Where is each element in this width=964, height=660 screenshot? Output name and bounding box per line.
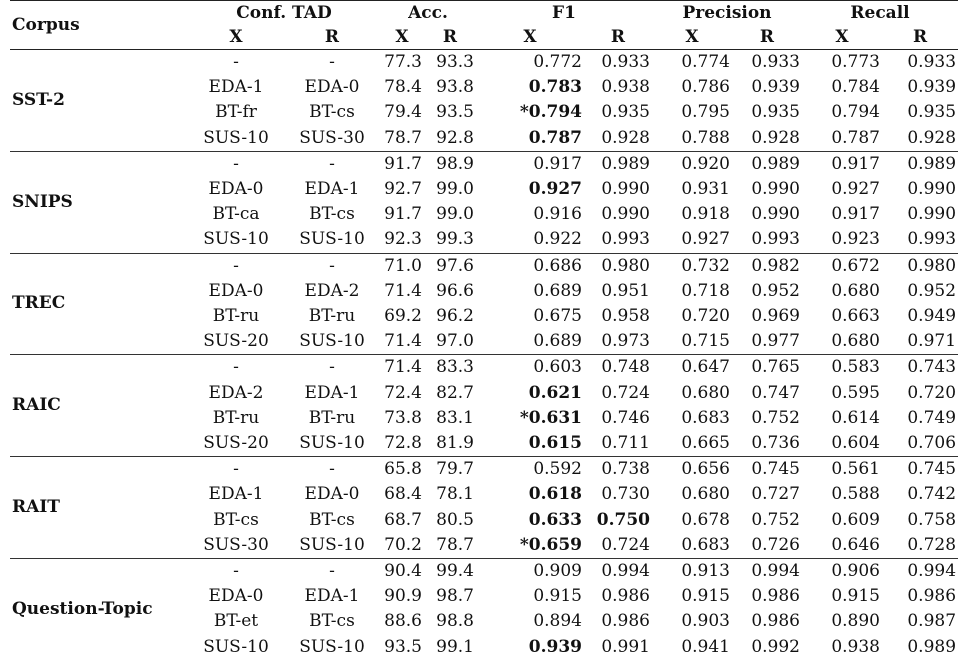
recall-x-header: X	[835, 27, 849, 47]
precision-r-cell: 0.765	[732, 355, 802, 381]
acc-r-cell: 99.4	[424, 559, 476, 585]
precision-r-cell: 0.736	[751, 433, 800, 454]
f1-x-cell: 0.689	[533, 280, 582, 301]
f1-r-cell: 0.746	[601, 407, 650, 428]
f1-r-cell: 0.958	[601, 306, 650, 327]
conf-r-cell: EDA-1	[304, 586, 360, 607]
precision-x-cell: 0.680	[681, 382, 730, 403]
acc-x-cell: 68.4	[384, 484, 422, 505]
recall-r-cell: 0.990	[907, 179, 957, 200]
recall-r-cell: 0.989	[882, 151, 958, 177]
precision-x-cell: 0.786	[681, 77, 730, 98]
recall-r-cell: 0.706	[907, 433, 957, 454]
f1-x-cell: *0.794	[519, 102, 582, 123]
conf-x-cell: BT-ru	[212, 306, 260, 327]
f1-x-cell: 0.915	[533, 586, 582, 607]
f1-r-cell: 0.980	[584, 253, 652, 279]
precision-r-cell: 0.935	[751, 102, 800, 123]
precision-x-header: X	[685, 27, 699, 47]
precision-x-cell: 0.683	[681, 407, 730, 428]
precision-r-cell: 0.726	[751, 534, 800, 555]
acc-x-cell: 92.7	[384, 179, 422, 200]
precision-x-cell: 0.680	[681, 484, 730, 505]
recall-x-cell: 0.906	[802, 559, 882, 585]
precision-r-cell: 0.969	[751, 306, 800, 327]
acc-r-cell: 93.5	[436, 102, 474, 123]
recall-x-cell: 0.646	[831, 534, 880, 555]
precision-header: Precision	[682, 3, 772, 23]
recall-x-cell: 0.680	[831, 331, 880, 352]
recall-r-cell: 0.971	[907, 331, 957, 352]
conf-x-cell: BT-cs	[213, 509, 259, 530]
f1-r-cell: 0.724	[601, 382, 650, 403]
conf-r-cell: SUS-10	[299, 534, 365, 555]
precision-x-cell: 0.903	[681, 611, 730, 632]
f1-x-cell: 0.592	[476, 457, 584, 483]
acc-x-cell: 68.7	[384, 509, 422, 530]
conf-r-cell: -	[284, 457, 380, 483]
recall-x-cell: 0.938	[831, 636, 880, 657]
conf-r-cell: BT-cs	[309, 102, 355, 123]
acc-r-cell: 98.7	[436, 586, 474, 607]
f1-header: F1	[552, 3, 576, 23]
conf-x-cell: -	[188, 355, 284, 381]
f1-r-cell: 0.928	[601, 127, 650, 148]
table-row	[10, 151, 958, 177]
recall-r-cell: 0.935	[907, 102, 957, 123]
recall-x-cell: 0.588	[831, 484, 880, 505]
conf-x-cell: -	[188, 151, 284, 177]
precision-x-cell: 0.718	[681, 280, 730, 301]
f1-r-cell: 0.994	[584, 559, 652, 585]
recall-r-cell: 0.980	[882, 253, 958, 279]
precision-x-cell: 0.665	[681, 433, 730, 454]
f1-r-cell: 0.738	[584, 457, 652, 483]
f1-r-cell: 0.993	[601, 229, 650, 250]
f1-x-cell: 0.922	[533, 229, 582, 250]
acc-r-cell: 83.3	[424, 355, 476, 381]
conf-r-cell: EDA-1	[304, 382, 360, 403]
recall-r-cell: 0.749	[907, 407, 957, 428]
recall-r-cell: 0.994	[882, 559, 958, 585]
conf-r-cell: -	[284, 151, 380, 177]
conf-x-header: X	[229, 27, 243, 47]
acc-r-cell: 93.8	[436, 77, 474, 98]
acc-header: Acc.	[408, 3, 448, 23]
f1-x-cell: 0.916	[533, 204, 582, 225]
precision-r-cell: 0.727	[751, 484, 800, 505]
precision-r-cell: 0.752	[751, 407, 800, 428]
conf-tad-header: Conf. TAD	[236, 3, 332, 23]
precision-x-cell: 0.732	[652, 253, 732, 279]
conf-x-cell: BT-ca	[212, 204, 260, 225]
conf-x-cell: EDA-0	[208, 179, 264, 200]
conf-r-cell: -	[284, 355, 380, 381]
acc-r-cell: 96.2	[436, 306, 474, 327]
precision-r-cell: 0.993	[751, 229, 800, 250]
f1-x-cell: *0.631	[519, 407, 582, 428]
conf-x-cell: SUS-10	[203, 229, 269, 250]
recall-x-cell: 0.609	[831, 509, 880, 530]
precision-x-cell: 0.931	[681, 179, 730, 200]
acc-r-cell: 99.1	[436, 636, 474, 657]
f1-x-header: X	[523, 27, 537, 47]
acc-x-cell: 93.5	[384, 636, 422, 657]
acc-r-header: R	[442, 27, 458, 47]
conf-x-cell: -	[188, 559, 284, 585]
f1-r-cell: 0.935	[601, 102, 650, 123]
precision-x-cell: 0.774	[681, 52, 730, 72]
f1-r-cell: 0.933	[601, 52, 650, 72]
acc-x-cell: 78.4	[384, 77, 422, 98]
f1-r-cell: 0.724	[601, 534, 650, 555]
recall-header: Recall	[850, 3, 910, 23]
acc-x-cell: 72.4	[384, 382, 422, 403]
recall-r-cell: 0.933	[907, 52, 957, 72]
f1-x-cell: 0.621	[528, 382, 582, 403]
conf-x-cell: SUS-20	[203, 433, 269, 454]
recall-x-cell: 0.794	[831, 102, 880, 123]
precision-r-cell: 0.952	[751, 280, 800, 301]
table-row	[10, 355, 958, 381]
acc-r-cell: 78.1	[436, 484, 474, 505]
f1-x-cell: 0.787	[528, 127, 582, 148]
recall-r-cell: 0.745	[882, 457, 958, 483]
conf-x-cell: EDA-0	[208, 280, 264, 301]
recall-r-cell: 0.728	[907, 534, 957, 555]
acc-x-cell: 69.2	[384, 306, 422, 327]
acc-x-cell: 90.4	[380, 559, 424, 585]
corpus-name: RAIC	[10, 355, 188, 457]
conf-x-cell: EDA-0	[208, 586, 264, 607]
precision-x-cell: 0.715	[681, 331, 730, 352]
f1-x-cell: 0.675	[533, 306, 582, 327]
acc-r-cell: 79.7	[424, 457, 476, 483]
f1-x-cell: 0.894	[533, 611, 582, 632]
acc-x-cell: 72.8	[384, 433, 422, 454]
precision-x-cell: 0.915	[681, 586, 730, 607]
recall-x-cell: 0.614	[831, 407, 880, 428]
recall-r-cell: 0.720	[907, 382, 957, 403]
recall-x-cell: 0.890	[831, 611, 880, 632]
f1-x-cell: *0.659	[519, 534, 582, 555]
recall-x-cell: 0.787	[831, 127, 880, 148]
f1-x-cell: 0.927	[528, 179, 582, 200]
conf-x-cell: EDA-1	[208, 77, 264, 98]
precision-r-cell: 0.992	[751, 636, 800, 657]
conf-r-cell: SUS-10	[299, 229, 365, 250]
f1-x-cell: 0.618	[528, 484, 582, 505]
f1-r-cell: 0.989	[584, 151, 652, 177]
conf-x-cell: BT-fr	[215, 102, 257, 123]
conf-r-cell: EDA-0	[304, 77, 360, 98]
precision-r-cell: 0.933	[751, 52, 800, 72]
f1-r-cell: 0.730	[601, 484, 650, 505]
precision-x-cell: 0.656	[652, 457, 732, 483]
acc-x-cell: 73.8	[384, 407, 422, 428]
conf-r-cell: EDA-1	[304, 179, 360, 200]
acc-x-cell: 79.4	[384, 102, 422, 123]
acc-r-cell: 99.0	[436, 179, 474, 200]
precision-r-cell: 0.990	[751, 204, 800, 225]
f1-r-cell: 0.938	[601, 77, 650, 98]
recall-r-cell: 0.742	[907, 484, 957, 505]
conf-x-cell: -	[188, 457, 284, 483]
table-row	[10, 559, 958, 585]
acc-x-cell: 91.7	[384, 204, 422, 225]
f1-r-cell: 0.973	[601, 331, 650, 352]
f1-x-cell: 0.917	[476, 151, 584, 177]
acc-r-cell: 96.6	[436, 280, 474, 301]
f1-x-cell: 0.686	[476, 253, 584, 279]
precision-x-cell: 0.647	[652, 355, 732, 381]
recall-r-cell: 0.990	[907, 204, 957, 225]
conf-x-cell: SUS-10	[203, 127, 269, 148]
conf-r-cell: SUS-30	[299, 127, 365, 148]
acc-r-cell: 82.7	[436, 382, 474, 403]
recall-x-cell: 0.561	[802, 457, 882, 483]
recall-x-cell: 0.595	[831, 382, 880, 403]
precision-x-cell: 0.678	[681, 509, 730, 530]
conf-r-cell: -	[329, 52, 335, 72]
conf-r-cell: -	[284, 253, 380, 279]
conf-x-cell: BT-et	[213, 611, 259, 632]
recall-r-cell: 0.993	[907, 229, 957, 250]
f1-x-cell: 0.909	[476, 559, 584, 585]
results-body	[10, 50, 958, 660]
f1-x-cell: 0.603	[476, 355, 584, 381]
precision-r-cell: 0.986	[751, 586, 800, 607]
recall-x-cell: 0.663	[831, 306, 880, 327]
f1-x-cell: 0.783	[528, 77, 582, 98]
acc-r-cell: 93.3	[436, 52, 474, 72]
recall-r-cell: 0.986	[907, 586, 957, 607]
precision-r-cell: 0.752	[751, 509, 800, 530]
conf-x-cell: SUS-10	[203, 636, 269, 657]
recall-r-cell: 0.949	[907, 306, 957, 327]
corpus-name: Question-Topic	[10, 559, 188, 660]
corpus-name: TREC	[10, 253, 188, 355]
acc-x-cell: 71.4	[384, 280, 422, 301]
precision-x-cell: 0.920	[652, 151, 732, 177]
precision-r-cell: 0.939	[751, 77, 800, 98]
recall-x-cell: 0.917	[831, 204, 880, 225]
recall-r-header: R	[912, 27, 928, 47]
f1-x-cell: 0.939	[528, 636, 582, 657]
precision-x-cell: 0.913	[652, 559, 732, 585]
acc-x-cell: 91.7	[380, 151, 424, 177]
recall-x-cell: 0.604	[831, 433, 880, 454]
precision-r-cell: 0.928	[751, 127, 800, 148]
acc-x-cell: 70.2	[384, 534, 422, 555]
conf-r-cell: SUS-10	[299, 331, 365, 352]
precision-x-cell: 0.795	[681, 102, 730, 123]
precision-r-cell: 0.986	[751, 611, 800, 632]
acc-r-cell: 81.9	[436, 433, 474, 454]
precision-x-cell: 0.720	[681, 306, 730, 327]
acc-r-cell: 98.8	[436, 611, 474, 632]
precision-x-cell: 0.927	[681, 229, 730, 250]
recall-x-cell: 0.773	[831, 52, 880, 72]
f1-r-cell: 0.748	[584, 355, 652, 381]
f1-r-cell: 0.986	[601, 611, 650, 632]
conf-x-cell: EDA-1	[208, 484, 264, 505]
recall-r-cell: 0.952	[907, 280, 957, 301]
f1-x-cell: 0.772	[533, 52, 582, 72]
conf-r-cell: SUS-10	[299, 636, 365, 657]
conf-r-cell: EDA-0	[304, 484, 360, 505]
results-table	[10, 0, 958, 660]
table-row	[10, 253, 958, 279]
recall-x-cell: 0.923	[831, 229, 880, 250]
conf-r-cell: BT-cs	[309, 611, 355, 632]
conf-r-cell: BT-ru	[308, 407, 356, 428]
acc-r-cell: 97.6	[424, 253, 476, 279]
precision-r-cell: 0.982	[732, 253, 802, 279]
conf-x-cell: BT-ru	[212, 407, 260, 428]
conf-r-cell: BT-ru	[308, 306, 356, 327]
corpus-name: SST-2	[12, 89, 65, 110]
recall-x-cell: 0.784	[831, 77, 880, 98]
acc-r-cell: 98.9	[424, 151, 476, 177]
recall-x-cell: 0.680	[831, 280, 880, 301]
precision-r-cell: 0.745	[732, 457, 802, 483]
precision-x-cell: 0.941	[681, 636, 730, 657]
recall-x-cell: 0.583	[802, 355, 882, 381]
acc-x-cell: 92.3	[384, 229, 422, 250]
f1-x-cell: 0.633	[528, 509, 582, 530]
recall-r-cell: 0.987	[907, 611, 957, 632]
acc-x-cell: 71.0	[380, 253, 424, 279]
f1-r-cell: 0.991	[601, 636, 650, 657]
recall-x-cell: 0.927	[831, 179, 880, 200]
f1-r-cell: 0.986	[601, 586, 650, 607]
acc-x-cell: 90.9	[384, 586, 422, 607]
acc-x-header: X	[395, 27, 409, 47]
conf-r-header: R	[324, 27, 340, 47]
recall-x-cell: 0.672	[802, 253, 882, 279]
f1-x-cell: 0.615	[528, 433, 582, 454]
conf-r-cell: SUS-10	[299, 433, 365, 454]
acc-x-cell: 88.6	[384, 611, 422, 632]
acc-r-cell: 78.7	[436, 534, 474, 555]
conf-x-cell: SUS-30	[203, 534, 269, 555]
recall-r-cell: 0.758	[907, 509, 957, 530]
precision-r-cell: 0.990	[751, 179, 800, 200]
recall-r-cell: 0.939	[907, 77, 957, 98]
acc-r-cell: 99.0	[436, 204, 474, 225]
f1-r-cell: 0.990	[601, 204, 650, 225]
conf-x-cell: SUS-20	[203, 331, 269, 352]
f1-r-cell: 0.750	[596, 509, 650, 530]
table-row	[10, 50, 958, 76]
corpus-name: RAIT	[10, 457, 188, 559]
conf-x-cell: -	[233, 52, 239, 72]
precision-r-cell: 0.977	[751, 331, 800, 352]
precision-x-cell: 0.683	[681, 534, 730, 555]
acc-x-cell: 71.4	[380, 355, 424, 381]
acc-x-cell: 71.4	[384, 331, 422, 352]
f1-r-cell: 0.990	[601, 179, 650, 200]
recall-x-cell: 0.915	[831, 586, 880, 607]
precision-x-cell: 0.918	[681, 204, 730, 225]
f1-r-cell: 0.711	[601, 433, 650, 454]
conf-r-cell: EDA-2	[304, 280, 360, 301]
f1-r-header: R	[610, 27, 626, 47]
recall-x-cell: 0.917	[802, 151, 882, 177]
acc-r-cell: 92.8	[436, 127, 474, 148]
conf-r-cell: BT-cs	[309, 509, 355, 530]
acc-x-cell: 77.3	[384, 52, 422, 72]
acc-r-cell: 80.5	[436, 509, 474, 530]
corpus-header: Corpus	[12, 15, 80, 35]
f1-x-cell: 0.689	[533, 331, 582, 352]
recall-r-cell: 0.928	[907, 127, 957, 148]
conf-x-cell: EDA-2	[208, 382, 264, 403]
precision-r-header: R	[759, 27, 775, 47]
acc-r-cell: 99.3	[436, 229, 474, 250]
recall-r-cell: 0.743	[882, 355, 958, 381]
conf-r-cell: BT-cs	[309, 204, 355, 225]
precision-r-cell: 0.994	[732, 559, 802, 585]
table-row	[10, 457, 958, 483]
precision-r-cell: 0.989	[732, 151, 802, 177]
recall-r-cell: 0.989	[907, 636, 957, 657]
conf-r-cell: -	[284, 559, 380, 585]
f1-r-cell: 0.951	[601, 280, 650, 301]
acc-x-cell: 78.7	[384, 127, 422, 148]
precision-x-cell: 0.788	[681, 127, 730, 148]
acc-x-cell: 65.8	[380, 457, 424, 483]
precision-r-cell: 0.747	[751, 382, 800, 403]
acc-r-cell: 97.0	[436, 331, 474, 352]
header-row-1	[10, 1, 958, 26]
acc-r-cell: 83.1	[436, 407, 474, 428]
conf-x-cell: -	[188, 253, 284, 279]
corpus-name: SNIPS	[10, 151, 188, 253]
